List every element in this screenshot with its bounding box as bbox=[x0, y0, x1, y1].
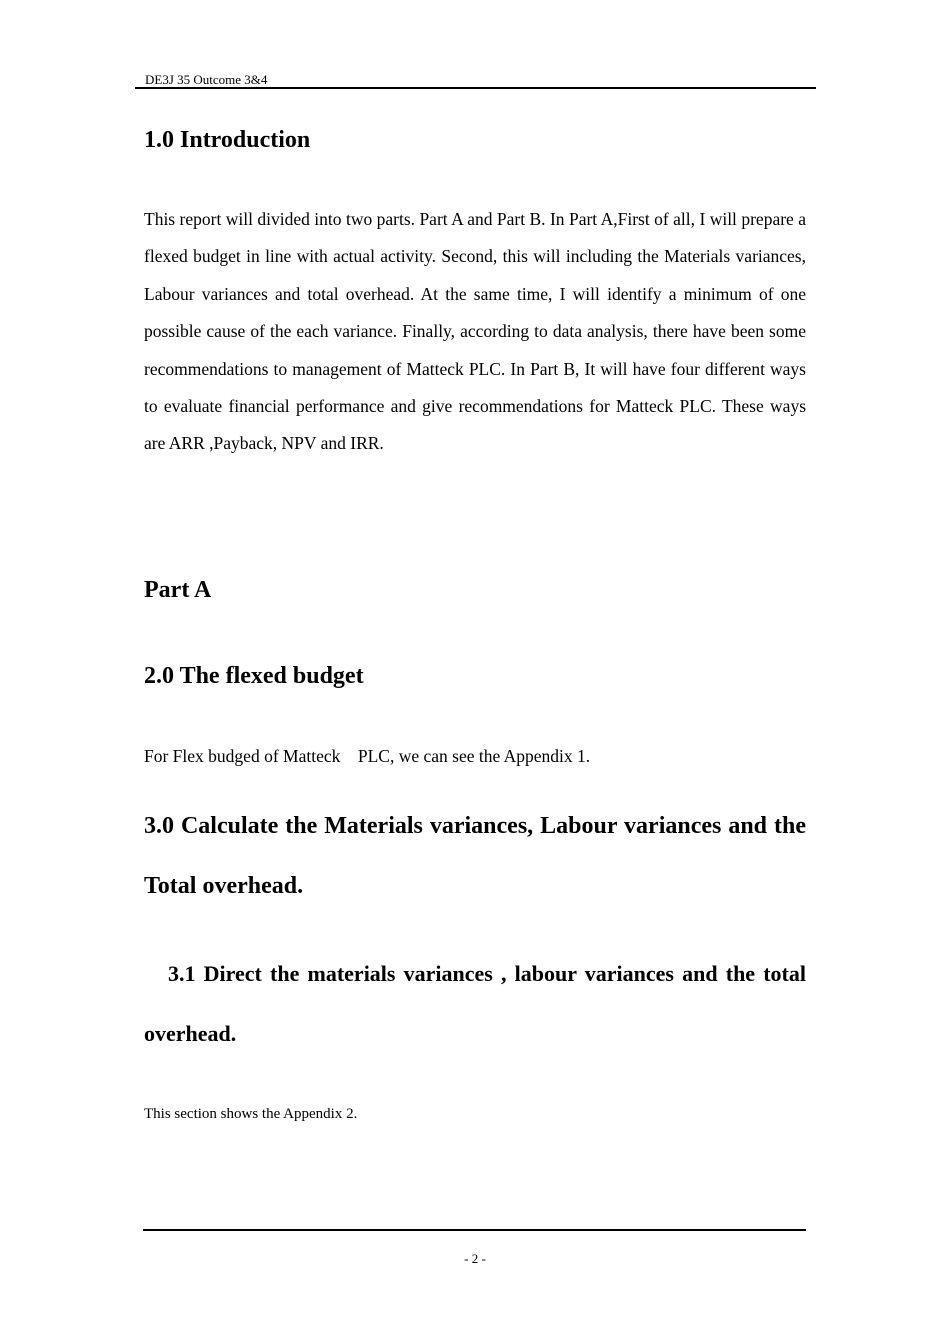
flexed-budget-heading: 2.0 The flexed budget bbox=[144, 663, 364, 689]
calculate-variances-heading: 3.0 Calculate the Materials variances, Labour variances and the Total overhead. bbox=[144, 813, 806, 899]
footer-divider bbox=[143, 1229, 806, 1231]
flexed-budget-text: For Flex budged of Matteck PLC, we can see the Appendix 1. bbox=[144, 746, 591, 766]
page-number: - 2 - bbox=[464, 1251, 486, 1266]
intro-paragraph: This report will divided into two parts. Part A and Part B. In Part A,First of all, I will prepare a flexed budget in line with actual activity. Second, this will including the Materials variances, Labour variances and total overhead. At the same time, I will identify a minimum of one possible cause of the each variance. Finally, according to data analysis, there have been some recommendations to management of Matteck PLC. In Part B, It will have four different ways to evaluate financial performance and give recommendations for Matteck PLC. These ways are ARR ,Payback, NPV and IRR. bbox=[144, 209, 806, 454]
running-header: DE3J 35 Outcome 3&4 bbox=[145, 72, 268, 87]
direct-variances-text: This section shows the Appendix 2. bbox=[144, 1106, 358, 1122]
header-divider bbox=[135, 87, 816, 89]
direct-variances-heading: 3.1 Direct the materials variances , labour variances and the total overhead. bbox=[144, 961, 806, 1046]
intro-heading: 1.0 Introduction bbox=[144, 127, 311, 153]
part-a-heading: Part A bbox=[144, 577, 212, 603]
